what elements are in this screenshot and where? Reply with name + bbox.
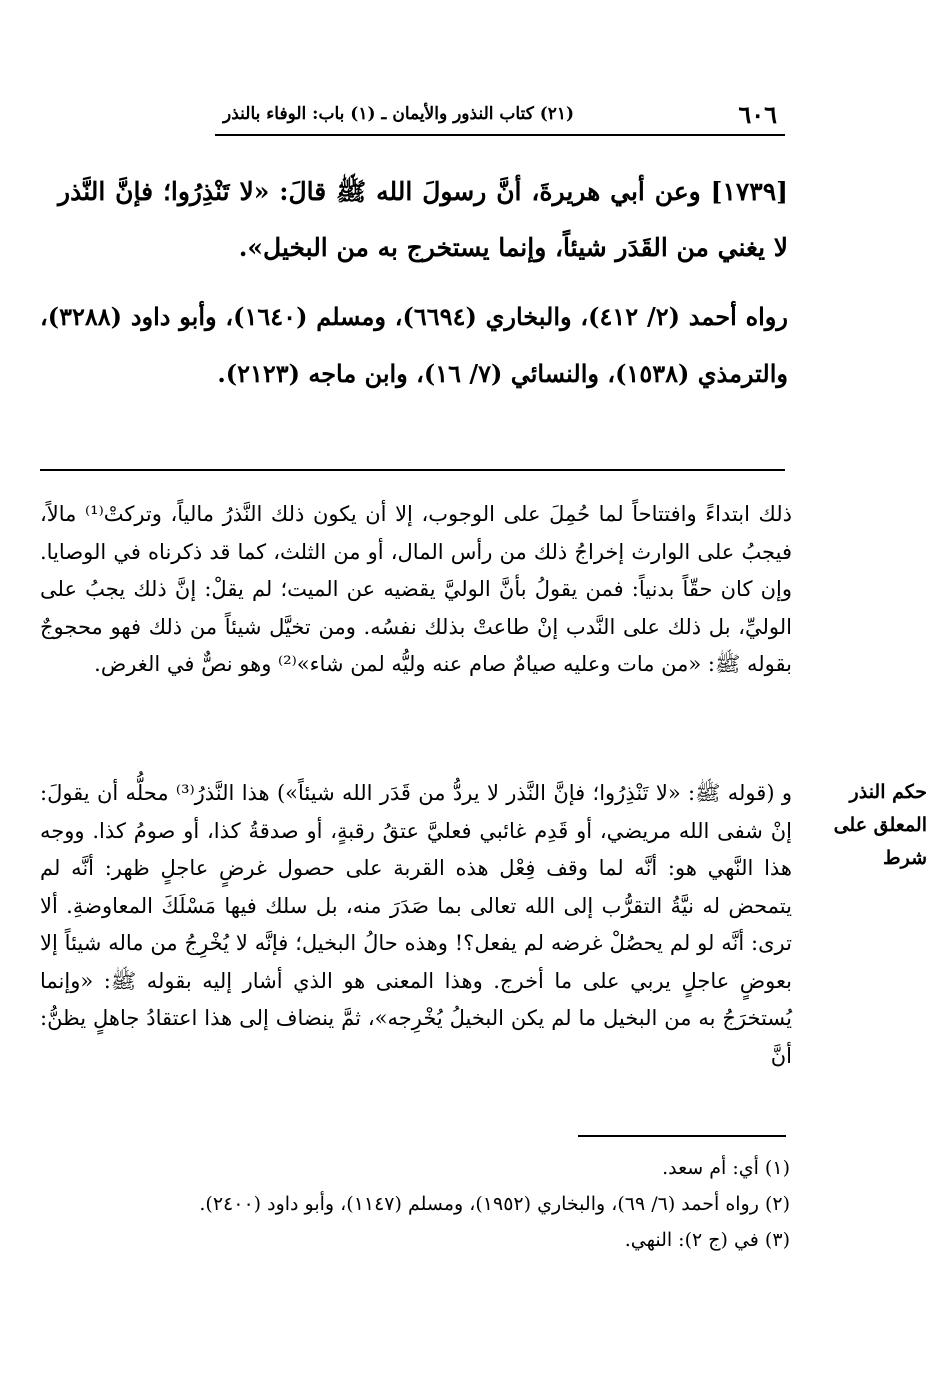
margin-heading: حكم النذر المعلق على شرط	[833, 781, 927, 869]
hadith-text: [١٧٣٩] وعن أبي هريرةَ، أنَّ رسولَ الله ﷺ قالَ: «لا تَنْذِرُوا؛ فإنَّ النَّذر لا يغني من القَدَر شيئاً، وإنما يستخرج به من البخيل».	[58, 177, 788, 262]
commentary-paragraph-2: و (قوله ﷺ: «لا تَنْذِرُوا؛ فإنَّ النَّذر لا يردُّ من قَدَر الله شيئاً») هذا النَّذرُ⁽³⁾ محلُّه أن يقولَ: إنْ شفى الله مريضي، أو قَدِم غائبي فعليَّ عتقُ رقبةٍ، أو صدقةُ كذا، أو صومُ كذا. ووجه هذا النَّهي هو: أنَّه لما وقف فِعْل هذه القربة على حصول غرضٍ عاجلٍ ظهر: أنَّه لم يتمحض له نيَّةُ التقرُّب إلى الله تعالى بما صَدَرَ منه، بل سلك فيها مَسْلَكَ المعاوضةِ. ألا ترى: أنَّه لو لم يحصُلْ غرضه لم يفعل؟! وهذه حالُ البخيل؛ فإنَّه لا يُخْرِجُ من ماله شيئاً إلا بعوضٍ عاجلٍ يربي على ما أخرج. وهذا المعنى هو الذي أشار إليه بقوله ﷺ: «وإنما يُستخرَجُ به من البخيل ما لم يكن البخيلُ يُخْرِجه»، ثمَّ ينضاف إلى هذا اعتقادُ جاهلٍ يظنُّ: أنَّ	[40, 781, 792, 1068]
footnote-3: (٣) في (ج ٢): النهي.	[624, 1229, 790, 1251]
page-number: ٦٠٦	[738, 100, 777, 129]
commentary-paragraph-1: ذلك ابتداءً وافتتاحاً لما حُمِلَ على الوجوب، إلا أن يكون ذلك النَّذرُ مالياً، وتركتْ⁽¹⁾ مالاً، فيجبُ على الوارث إخراجُ ذلك من رأس المال، أو من الثلث، كما قد ذكرناه في الوصايا. وإن كان حقّاً بدنياً: فمن يقولُ بأنَّ الوليَّ يقضيه عن الميت؛ لم يقلْ: إنَّ ذلك يجبُ على الوليِّ، بل ذلك على النَّدب إنْ طاعتْ بذلك نفسُه. ومن تخيَّل شيئاً من ذلك فهو محجوجٌ بقوله ﷺ: «من مات وعليه صيامٌ صام عنه وليُّه لمن شاء»⁽²⁾ وهو نصٌّ في الغرض.	[40, 502, 793, 676]
footnote-2: (٢) رواه أحمد (٦/ ٦٩)، والبخاري (١٩٥٢)، ومسلم (١١٤٧)، وأبو داود (٢٤٠٠).	[199, 1193, 790, 1215]
section-divider	[40, 469, 785, 471]
footnotes	[40, 1150, 790, 1258]
running-title: (٢١) كتاب النذور والأيمان ـ (١) باب: الوفاء بالنذر	[223, 104, 575, 124]
footnote-1: (١) أي: أم سعد.	[662, 1157, 790, 1179]
page-header	[215, 94, 785, 136]
footnote-divider	[578, 1135, 786, 1137]
hadith-takhrij: رواه أحمد (٢/ ٤١٢)، والبخاري (٦٦٩٤)، ومسلم (١٦٤٠)، وأبو داود (٣٢٨٨)، والترمذي (١٥٣٨)، والنسائي (٧/ ١٦)، وابن ماجه (٢١٢٣).	[40, 302, 788, 388]
